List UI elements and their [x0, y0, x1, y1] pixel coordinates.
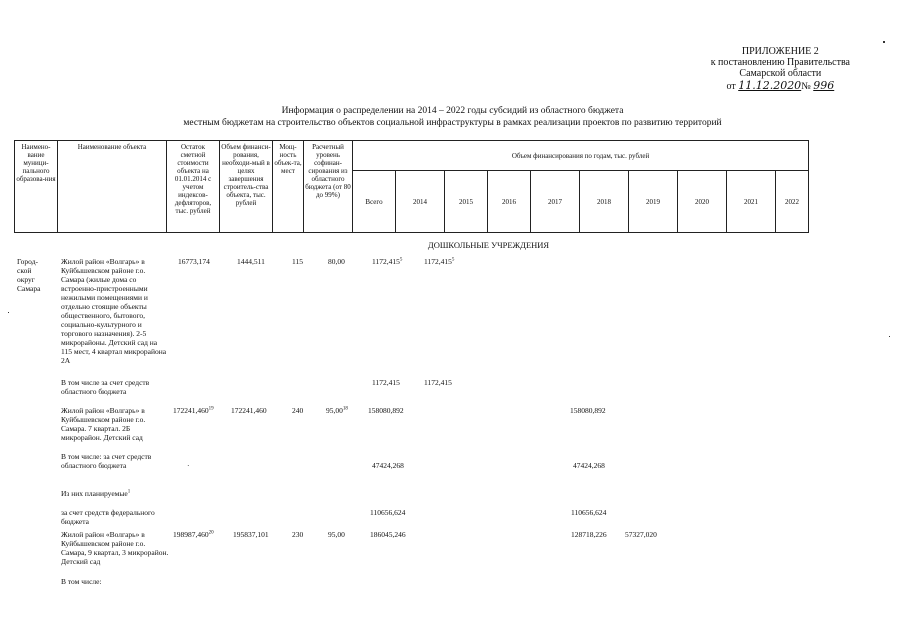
header-total: Всего	[353, 171, 396, 233]
header-year-2015: 2015	[445, 171, 488, 233]
row-2-sub-1-label: В том числе: за счет средств областного бюджета	[61, 452, 152, 470]
total-row-1-sub: 1172,415	[372, 378, 400, 387]
scan-speck	[889, 336, 890, 337]
object-name-row-3: Жилой район «Волгарь» в Куйбышевском районе г.о. Самара, 9 квартал, 3 микрорайон. Детский сад	[61, 530, 169, 566]
total-row-2-sub-2: 110656,624	[370, 508, 406, 517]
row-2-note-footnote: 1	[127, 489, 131, 495]
y2014-row-1	[424, 257, 454, 266]
header-by-years: Объем финансирования по годам, тыс. рублей	[353, 141, 809, 171]
remaining-cost-row-2	[173, 406, 214, 415]
title-line-2: местным бюджетам на строительство объектов социальной инфраструктуры в рамках реализации проектов по развитию территорий	[183, 118, 722, 128]
date-prefix: от	[726, 81, 736, 92]
total-row-2: 158080,892	[368, 406, 404, 415]
header-capacity: Мощ-ность объек-та, мест	[273, 141, 304, 233]
appendix-line-1: к постановлению Правительства	[710, 57, 850, 68]
object-name-row-1: Жилой район «Волгарь» в Куйбышевском районе г.о. Самара (жилые дома со встроенно-пристроенными нежилыми помещениями и отдельно стоящие объекты общественного, бытового, социально-культурного и торгового назначения). 2-5 микрорайоны. Детский сад на 115 мест, 4 квартал микрорайона 2А	[61, 257, 167, 365]
document-title	[0, 105, 905, 129]
header-year-2018: 2018	[580, 171, 629, 233]
y2017-row-2: 158080,892	[570, 406, 606, 415]
y2014-row-1-value: 1172,415	[424, 257, 452, 266]
row-2-sub-2-label: за счет средств федерального бюджета	[61, 508, 155, 526]
y2017-row-2-sub-2: 110656,624	[571, 508, 607, 517]
total-row-2-sub-1: 47424,268	[372, 461, 404, 470]
header-object-name: Наименование объекта	[58, 141, 167, 233]
municipality-name: Город-ской округ Самара	[17, 257, 41, 293]
row-2-note-label: Из них планируемые	[61, 489, 128, 498]
header-remaining-cost: Остаток сметной стоимости объекта на 01.01.2014 с учетом индексов-дефляторов, тыс. рублей	[167, 141, 220, 233]
header-cofinancing: Расчетный уровень софинан-сирования из областного бюджета (от 80 до 99%)	[304, 141, 353, 233]
cofinancing-row-2	[326, 406, 348, 415]
appendix-block	[711, 46, 850, 92]
dot-mark: ·	[187, 461, 190, 470]
scan-speck	[8, 312, 9, 313]
row-3-sub-label: В том числе:	[61, 577, 102, 586]
cofinancing-row-2-footnote: 18	[342, 406, 348, 412]
y2017-row-3: 128718,226	[571, 530, 607, 539]
total-row-3: 186045,246	[370, 530, 406, 539]
date-value: 11.12.2020	[738, 79, 802, 92]
header-municipality: Наимено-вание муници-пального образова-ния	[15, 141, 58, 233]
remaining-cost-row-1: 16773,174	[178, 257, 210, 266]
cofinancing-row-2-value: 95,00	[326, 406, 343, 415]
row-1-sub-label: В том числе за счет средств областного бюджета	[61, 378, 150, 396]
total-row-1	[372, 257, 402, 266]
number-prefix: №	[801, 81, 811, 92]
capacity-row-1: 115	[292, 257, 303, 266]
y2014-row-1-footnote: 5	[451, 257, 455, 263]
remaining-cost-row-2-value: 172241,460	[173, 406, 209, 415]
header-year-2021: 2021	[727, 171, 776, 233]
financing-row-1: 1444,511	[237, 257, 265, 266]
distribution-table-header	[14, 140, 809, 233]
cofinancing-row-3: 95,00	[328, 530, 345, 539]
section-title: ДОШКОЛЬНЫЕ УЧРЕЖДЕНИЯ	[427, 240, 550, 250]
title-line-1: Информация о распределении на 2014 – 2022 годы субсидий из областного бюджета	[281, 106, 624, 116]
header-year-2020: 2020	[678, 171, 727, 233]
scan-speck	[883, 41, 885, 43]
number-value: 996	[813, 79, 835, 92]
header-year-2017: 2017	[531, 171, 580, 233]
y2017-row-2-sub-1: 47424,268	[573, 461, 605, 470]
y2018-row-3: 57327,020	[625, 530, 657, 539]
total-row-1-value: 1172,415	[372, 257, 400, 266]
financing-row-3: 195837,101	[233, 530, 269, 539]
remaining-cost-row-3-value: 198987,460	[173, 530, 209, 539]
header-financing-volume: Объем финанси-рования, необходи-мый в целях завершения строитель-ства объекта, тыс. рублей	[220, 141, 273, 233]
remaining-cost-row-3-footnote: 20	[208, 530, 214, 536]
total-row-1-footnote: 5	[399, 257, 403, 263]
row-2-note	[61, 489, 130, 498]
header-year-2016: 2016	[488, 171, 531, 233]
header-year-2014: 2014	[396, 171, 445, 233]
header-year-2019: 2019	[629, 171, 678, 233]
capacity-row-2: 240	[292, 406, 304, 415]
cofinancing-row-1: 80,00	[328, 257, 345, 266]
capacity-row-3: 230	[292, 530, 304, 539]
financing-row-2: 172241,460	[231, 406, 267, 415]
remaining-cost-row-3	[173, 530, 214, 539]
appendix-line-2: Самарской области	[739, 68, 822, 79]
appendix-title: ПРИЛОЖЕНИЕ 2	[741, 46, 819, 57]
header-year-2022: 2022	[776, 171, 809, 233]
object-name-row-2: Жилой район «Волгарь» в Куйбышевском районе г.о. Самара. 7 квартал. 2Б микрорайон. Детский сад	[61, 406, 146, 442]
remaining-cost-row-2-footnote: 19	[208, 406, 214, 412]
appendix-date-line	[711, 80, 850, 92]
y2014-row-1-sub: 1172,415	[424, 378, 452, 387]
